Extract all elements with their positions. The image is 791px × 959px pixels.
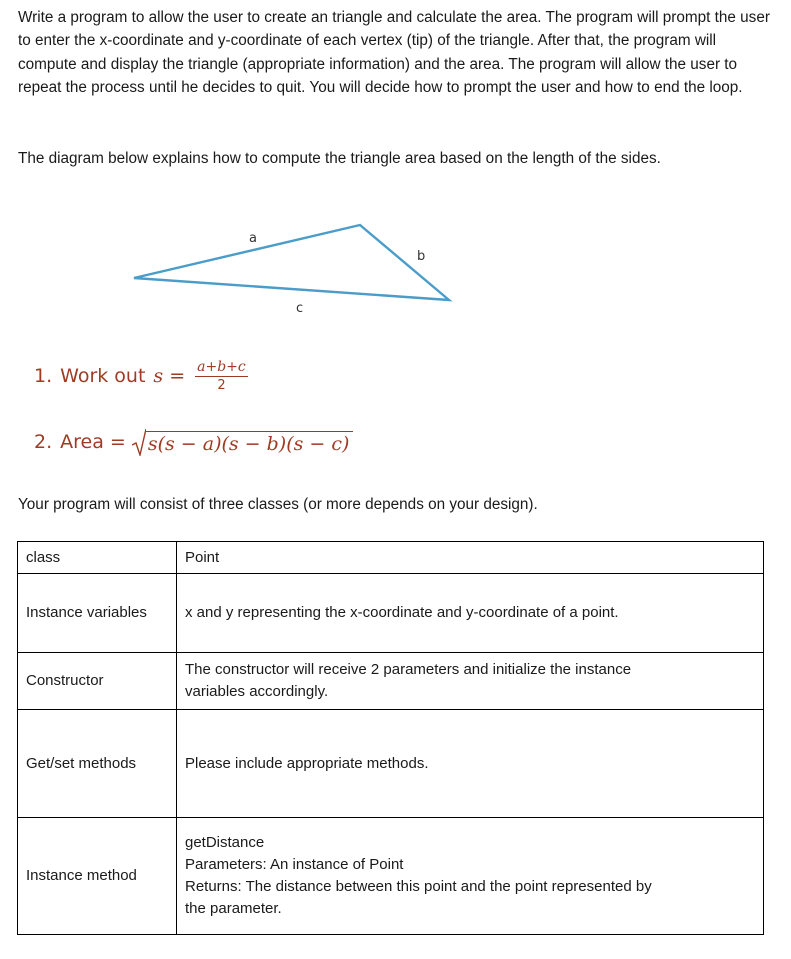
step-2-text: Area = (60, 431, 126, 453)
radicand: s(s − a)(s − b)(s − c) (146, 431, 354, 456)
header-label-cell: class (18, 542, 177, 574)
row-label-instance-variables: Instance variables (18, 574, 177, 653)
triangle-diagram (120, 215, 480, 325)
step-1-variable: s = (153, 365, 186, 387)
side-label-b: b (417, 249, 426, 264)
formula-step-1 (34, 360, 248, 392)
fraction-numerator: a+b+c (197, 359, 246, 375)
row-value-instance-variables (177, 574, 764, 653)
table-row (18, 574, 764, 653)
cell-line: the parameter. (185, 900, 282, 917)
row-label-get-set-methods: Get/set methods (18, 710, 177, 818)
cell-line: getDistance (185, 834, 265, 851)
intro-paragraph: Write a program to allow the user to create an triangle and calculate the area. The program will prompt the user to enter the x-coordinate and y-coordinate of each vertex (tip) of the triangle. After that, the program will compute and display the triangle (appropriate information) and the area. The program will allow the user to repeat the process until he decides to quit. You will decide how to prompt the user and how to end the loop. (18, 9, 770, 97)
row-label-constructor: Constructor (18, 653, 177, 710)
cell-line: Parameters: An instance of Point (185, 856, 404, 873)
row-label-instance-method: Instance method (18, 818, 177, 935)
cell-line: Returns: The distance between this point and the point represented by (185, 878, 652, 895)
radical-sign-icon (132, 428, 146, 456)
cell-line: variables accordingly. (185, 683, 329, 700)
row-value-get-set-methods (177, 710, 764, 818)
cell-line: Please include appropriate methods. (185, 754, 429, 772)
cell-line: x and y representing the x-coordinate and y-coordinate of a point. (185, 604, 619, 621)
triangle-shape (134, 225, 449, 300)
square-root (132, 428, 354, 456)
classes-note: Your program will consist of three classes (or more depends on your design). (18, 496, 538, 513)
side-label-a: a (249, 231, 257, 246)
row-value-instance-method (177, 818, 764, 935)
table-header-row (18, 542, 764, 574)
s-fraction (195, 360, 248, 392)
cell-line: The constructor will receive 2 parameters and initialize the instance (185, 661, 632, 678)
step-1-text: Work out (60, 365, 146, 387)
side-label-c: c (296, 301, 304, 316)
row-value-constructor (177, 653, 764, 710)
formula-step-2 (34, 428, 353, 456)
diagram-note: The diagram below explains how to compute the triangle area based on the length of the sides. (18, 150, 661, 167)
table-row (18, 653, 764, 710)
step-2-number: 2. (34, 431, 53, 453)
table-row (18, 710, 764, 818)
table-row (18, 818, 764, 935)
step-1-number: 1. (34, 365, 53, 387)
fraction-denominator: 2 (217, 378, 226, 393)
point-class-table (17, 541, 764, 935)
header-value-cell: Point (177, 542, 764, 574)
